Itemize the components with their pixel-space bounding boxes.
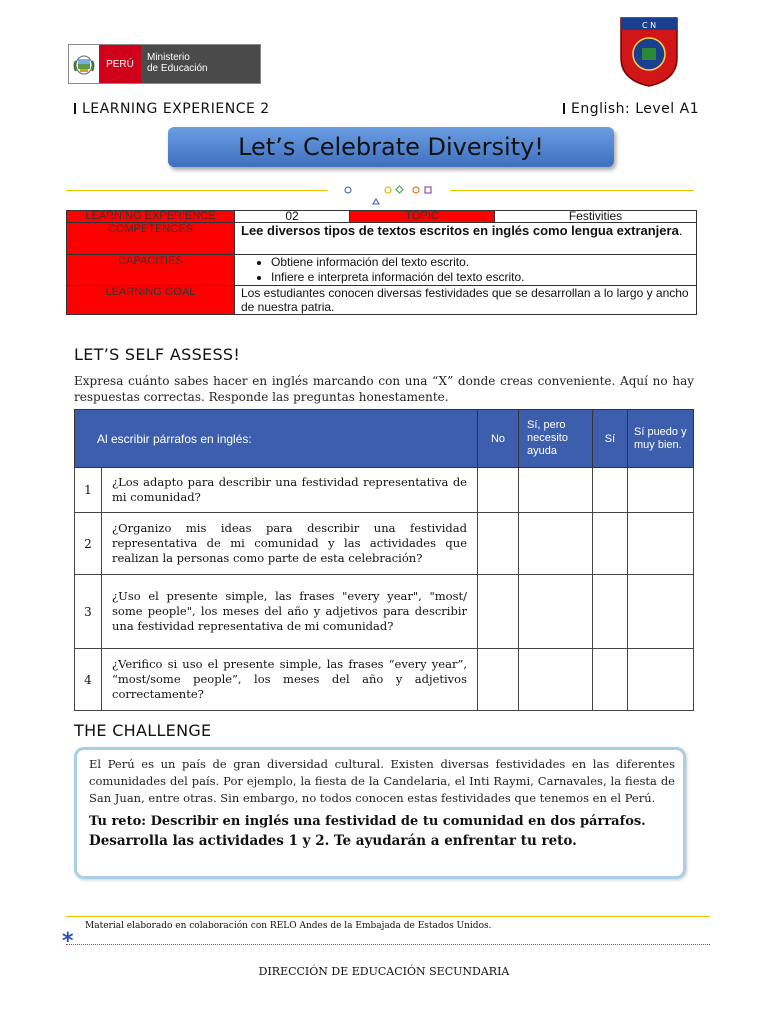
row-number: 3 <box>75 575 102 649</box>
check-very[interactable] <box>628 468 694 513</box>
asterisk-icon: * <box>62 929 74 954</box>
goal-label: LEARNING GOAL <box>67 286 235 315</box>
check-no[interactable] <box>478 575 519 649</box>
check-yes[interactable] <box>593 575 628 649</box>
divider-right <box>450 190 694 191</box>
row-number: 2 <box>75 513 102 575</box>
check-yes[interactable] <box>593 468 628 513</box>
check-very[interactable] <box>628 513 694 575</box>
challenge-box <box>74 747 686 879</box>
capacities-value <box>235 255 697 286</box>
capacity-item: • Infiere e interpreta información del texto escrito. <box>271 270 690 285</box>
ministry-label <box>141 45 260 83</box>
check-very[interactable] <box>628 575 694 649</box>
le-label: LEARNING EXPERIENCE <box>67 211 235 223</box>
row-question: ¿Uso el presente simple, las frases "every year", "most/ some people", los meses del año y adjetivos para describir una festividad representativa de mi comunidad? <box>102 575 478 649</box>
row-question: ¿Organizo mis ideas para describir una festividad representativa de mi comunidad y las actividades que realizan la personas como parte de esta celebración? <box>102 513 478 575</box>
page-title: Let’s Celebrate Diversity! <box>168 127 614 167</box>
level-label: English: Level A1 <box>571 101 700 117</box>
capacity-item: • Obtiene información del texto escrito. <box>271 255 690 270</box>
challenge-goal: Tu reto: Describir en inglés una festividad de tu comunidad en dos párrafos. <box>89 814 646 829</box>
footer-direction: DIRECCIÓN DE EDUCACIÓN SECUNDARIA <box>258 965 510 978</box>
table-row <box>75 468 694 513</box>
divider-left <box>66 190 328 191</box>
ministry-line2: de Educación <box>147 63 208 74</box>
row-question: ¿Verifico si uso el presente simple, las frases “every year”, “most/some people”, los meses del año y adjetivos correctamente? <box>102 649 478 711</box>
learning-experience-header <box>74 101 270 117</box>
peru-shield-icon <box>69 45 99 83</box>
row-question: ¿Los adapto para describir una festividad representativa de mi comunidad? <box>102 468 478 513</box>
self-assess-instructions: Expresa cuánto sabes hacer en inglés marcando con una “X” donde creas conveniente. Aquí no hay respuestas correctas. Responde las preguntas honestamente. <box>74 374 694 404</box>
minedu-logo <box>68 44 261 84</box>
level-header <box>563 101 699 117</box>
row-number: 4 <box>75 649 102 711</box>
topic-value: Festivities <box>495 211 697 223</box>
peru-label: PERÚ <box>99 45 141 83</box>
topic-label: TOPIC <box>350 211 495 223</box>
competences-value <box>235 223 697 255</box>
col-yes: Sí <box>593 410 628 468</box>
check-help[interactable] <box>519 513 593 575</box>
table-row <box>75 513 694 575</box>
ministry-line1: Ministerio <box>147 52 190 63</box>
assess-header: Al escribir párrafos en inglés: <box>75 410 478 468</box>
check-very[interactable] <box>628 649 694 711</box>
check-no[interactable] <box>478 649 519 711</box>
info-table <box>66 210 697 315</box>
challenge-title: THE CHALLENGE <box>74 721 212 740</box>
table-row <box>75 649 694 711</box>
check-help[interactable] <box>519 468 593 513</box>
check-no[interactable] <box>478 468 519 513</box>
row-number: 1 <box>75 468 102 513</box>
footer-line-bottom <box>66 944 710 945</box>
le-value: 02 <box>235 211 350 223</box>
col-very: Sí puedo y muy bien. <box>628 410 694 468</box>
self-assess-title: LET’S SELF ASSESS! <box>74 345 241 364</box>
footer-line-top <box>66 916 710 917</box>
crest-letters: C N <box>641 21 657 30</box>
check-yes[interactable] <box>593 513 628 575</box>
check-yes[interactable] <box>593 649 628 711</box>
self-assess-table <box>74 409 694 711</box>
capacities-label: CAPACITIES <box>67 255 235 286</box>
col-no: No <box>478 410 519 468</box>
credit-note: Material elaborado en colaboración con RELO Andes de la Embajada de Estados Unidos. <box>85 921 492 931</box>
check-help[interactable] <box>519 575 593 649</box>
competences-bold: Lee diversos tipos de textos escritos en inglés como lengua extranjera <box>241 223 679 238</box>
challenge-paragraph: El Perú es un país de gran diversidad cultural. Existen diversas festividades en las diferentes comunidades del país. Por ejemplo, la fiesta de la Candelaria, el Inti Raymi, Carnavales, la fiesta de San Juan, entre otras. Sin embargo, no todos conocen estas festividades que tenemos en el Perú. <box>89 757 675 805</box>
col-help: Sí, pero necesito ayuda <box>519 410 593 468</box>
decorative-shapes-icon <box>342 184 442 211</box>
check-help[interactable] <box>519 649 593 711</box>
competences-label: COMPETENCES <box>67 223 235 255</box>
school-crest-icon <box>618 12 680 88</box>
learning-experience-label: LEARNING EXPERIENCE 2 <box>82 101 270 117</box>
check-no[interactable] <box>478 513 519 575</box>
challenge-activities: Desarrolla las actividades 1 y 2. Te ayudarán a enfrentar tu reto. <box>89 833 577 849</box>
competences-end: . <box>678 223 683 238</box>
table-row <box>75 575 694 649</box>
goal-value: Los estudiantes conocen diversas festividades que se desarrollan a lo largo y ancho de nuestra patria. <box>235 286 697 315</box>
